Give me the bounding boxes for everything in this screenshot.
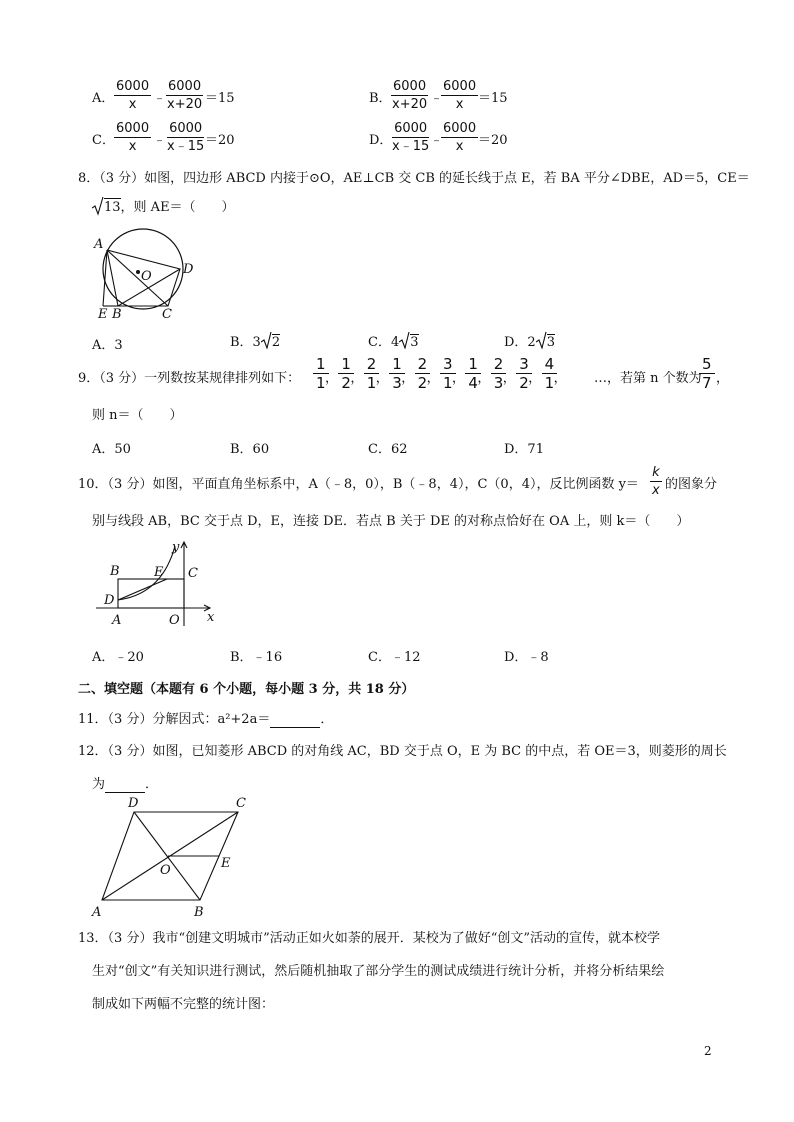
radical-sign	[261, 331, 272, 349]
label-x: x	[207, 610, 215, 625]
sequence-fraction: $\frac{1}{2}$	[338, 356, 354, 391]
option-c[interactable]: C．62	[368, 442, 408, 457]
option-a[interactable]: A．﹣20	[92, 650, 144, 665]
q8-figure	[88, 228, 208, 320]
q12-stem-line1: 12．（3 分）如图，已知菱形 ABCD 的对角线 AC，BD 交于点 O，E 为 BC 的中点，若 OE＝3，则菱形的周长	[78, 744, 727, 759]
option-a[interactable]: A．50	[92, 442, 131, 457]
label-c: C	[188, 566, 198, 581]
option-c[interactable]: C．﹣12	[368, 650, 421, 665]
sequence-fraction: $\frac{2}{2}$	[415, 356, 431, 391]
sequence-fraction: $\frac{2}{1}$	[364, 356, 380, 391]
q10-fraction-k-over-x: $\frac{k}{x}$	[652, 465, 660, 498]
sequence-separator: ，	[452, 371, 466, 386]
sequence-separator: ，	[502, 371, 516, 386]
q9-stem-suffix: ，	[716, 371, 730, 386]
option-d[interactable]: D．71	[504, 442, 544, 457]
q12-figure	[88, 792, 258, 918]
q10-stem-line1b: 的图象分	[665, 477, 718, 492]
label-o: O	[160, 863, 171, 878]
fraction: $\frac{6000}{x}$	[116, 121, 150, 154]
option-a[interactable]: A．3	[92, 338, 123, 353]
label-a: A	[112, 613, 122, 628]
q9-stem-prefix: 9．（3 分）一列数按某规律排列如下：	[78, 371, 301, 386]
fraction: $\frac{6000}{x}$	[443, 79, 477, 112]
sequence-fraction: $\frac{1}{1}$	[313, 356, 329, 391]
label-e: E	[221, 856, 231, 871]
label-a: A	[94, 237, 104, 252]
label-b: B	[112, 307, 122, 320]
label-b: B	[194, 905, 204, 918]
q11-stem: 11．（3 分）分解因式：a²+2a＝ ．	[78, 712, 334, 727]
label-o: O	[169, 613, 180, 628]
q8-stem-line2: 13，则 AE＝（ ）	[92, 196, 235, 216]
sequence-fraction: $\frac{1}{3}$	[389, 356, 405, 391]
fraction: $\frac{6000}{x+20}$	[167, 79, 203, 112]
sequence-fraction: $\frac{2}{3}$	[491, 356, 507, 391]
answer-blank[interactable]	[105, 777, 145, 793]
answer-blank[interactable]	[270, 712, 320, 728]
q9-target-fraction: $\frac{5}{7}$	[699, 356, 715, 391]
option-c[interactable]: C．4 3	[368, 331, 419, 351]
option-d[interactable]: D．2 3	[504, 331, 555, 351]
q10-stem-line1a: 10．（3 分）如图，平面直角坐标系中，A（﹣8，0），B（﹣8，4），C（0，4），反比例函数 y＝	[78, 477, 639, 492]
label-d: D	[183, 262, 194, 277]
radical-sign	[536, 331, 547, 349]
label-e: E	[98, 307, 108, 320]
q10-figure	[92, 536, 227, 628]
option-d[interactable]: D．﹣8	[504, 650, 549, 665]
sequence-separator: ，	[350, 371, 364, 386]
option-label: A．	[92, 91, 115, 106]
fraction: $\frac{6000}{x﹣15}$	[392, 121, 430, 154]
center-point	[136, 270, 140, 274]
sequence-separator: ，	[426, 371, 440, 386]
fraction: $\frac{6000}{x}$	[443, 121, 477, 154]
sequence-separator: ，	[325, 371, 339, 386]
label-d: D	[104, 593, 115, 608]
sequence-separator: ，	[401, 371, 415, 386]
rectangle-abco	[118, 579, 184, 608]
option-b[interactable]: B．﹣16	[230, 650, 283, 665]
segment-de	[118, 579, 167, 600]
fraction: $\frac{6000}{x﹣15}$	[167, 121, 205, 154]
label-c: C	[236, 796, 246, 811]
label-d: D	[128, 796, 139, 811]
q13-stem-line1: 13．（3 分）我市“创建文明城市”活动正如火如荼的展开．某校为了做好“创文”活动的宣传，就本校学	[78, 931, 661, 946]
label-c: C	[162, 307, 172, 320]
q8-stem-line1: 8．（3 分）如图，四边形 ABCD 内接于⊙O，AE⊥CB 交 CB 的延长线于点 E，若 BA 平分∠DBE，AD＝5，CE＝	[78, 171, 750, 186]
sequence-separator: ，	[477, 371, 491, 386]
sequence-fraction: $\frac{3}{2}$	[516, 356, 532, 391]
radical-sign	[92, 196, 104, 216]
q10-stem-line2: 别与线段 AB，BC 交于点 D，E，连接 DE．若点 B 关于 DE 的对称点恰好在 OA 上，则 k＝（ ）	[92, 514, 690, 529]
fraction: $\frac{6000}{x}$	[116, 79, 150, 112]
option-b[interactable]: B．3 2	[230, 331, 280, 351]
exam-page: A． $\frac{6000}{x}$ ﹣ $\frac{6000}{x+20}$ ＝15 B． $\frac{6000}{x+20}$ ﹣ $\frac{6000}{x}$ ＝15 C． $\frac{6000}{x}$ ﹣ $\frac{6000}{x﹣15}$ ＝20 D． $\frac{6000}{x﹣15}$ ﹣ $\frac{6000}{x}$ ＝20 8．（3 分）如图，四边形 ABCD 内接于⊙O，AE⊥CB 交 CB 的延长线于点 E，若 BA 平分∠DBE，AD＝5，CE＝ 13，则 AE＝（ ） A O D E B C A．3 B．3 2 C．4 3 D．2 3 9．（3 分）一列数按某规律排列如下： $\frac{1}{1}$ ， $\frac{1}{2}$ ， $\frac{2}{1}$ ， $\frac{1}{3}$ ， $\frac{2}{2}$ ， $\frac{3}{1}$ ， $\frac{1}{4}$ ， $\frac{2}{3}$ ， $\frac{3}{2}$ ， $\frac{4}{1}$ ， …，若第 n 个数为 $\frac{5}{7}$ ， 则 n＝（ ） A．50 B．60 C．62 D．71 10．（3 分）如图，平面直角坐标系中，A（﹣8，0），B（﹣8，4），C（0，4），反比例函数 y＝ $\frac{k}{x}$ 的图象分 别与线段 AB，BC 交于点 D，E，连接 DE．若点 B 关于 DE 的对称点恰好在 OA 上，则 k＝（ ） y B E C D A O x A．﹣20 B．﹣16 C．﹣12 D．﹣8 二、填空题（本题有 6 个小题，每小题 3 分，共 18 分） 11．（3 分）分解因式：a²+2a＝ ． 12．（3 分）如图，已知菱形 ABCD 的对角线 AC，BD 交于点 O，E 为 BC 的中点，若 OE＝3，则菱形的周长 为 ． D C O E A B 13．（3 分）我市“创建文明城市”活动正如火如荼的展开．某校为了做好“创文”活动的宣传，就本校学 生对“创文”有关知识进行测试，然后随机抽取了部分学生的测试成绩进行统计分析，并将分析结果绘 制成如下两幅不完整的统计图： 2	[0, 0, 794, 1122]
label-o: O	[141, 269, 152, 284]
page-number: 2	[704, 1044, 712, 1058]
section-title: 二、填空题（本题有 6 个小题，每小题 3 分，共 18 分）	[78, 682, 415, 697]
sequence-separator: ，	[375, 371, 389, 386]
sequence-fraction: $\frac{3}{1}$	[440, 356, 456, 391]
fraction: $\frac{6000}{x+20}$	[392, 79, 428, 112]
radical-sign	[399, 331, 410, 349]
sequence-separator: ，	[553, 371, 567, 386]
label-a: A	[92, 905, 102, 918]
q9-stem-mid: …，若第 n 个数为	[594, 371, 702, 386]
sequence-fraction: $\frac{4}{1}$	[542, 356, 558, 391]
hyperbola-curve	[118, 546, 175, 600]
label-e: E	[154, 565, 164, 580]
q13-stem-line2: 生对“创文”有关知识进行测试，然后随机抽取了部分学生的测试成绩进行统计分析，并将分析结果绘	[92, 964, 665, 979]
sequence-separator: ，	[528, 371, 542, 386]
q13-stem-line3: 制成如下两幅不完整的统计图：	[92, 997, 275, 1012]
q12-stem-line2: 为 ．	[92, 777, 159, 792]
radicand: 13	[104, 200, 121, 215]
q9-stem-line2: 则 n＝（ ）	[92, 408, 183, 423]
sequence-fraction: $\frac{1}{4}$	[465, 356, 481, 391]
label-y: y	[172, 540, 180, 555]
option-b[interactable]: B．60	[230, 442, 270, 457]
label-b: B	[110, 564, 120, 579]
